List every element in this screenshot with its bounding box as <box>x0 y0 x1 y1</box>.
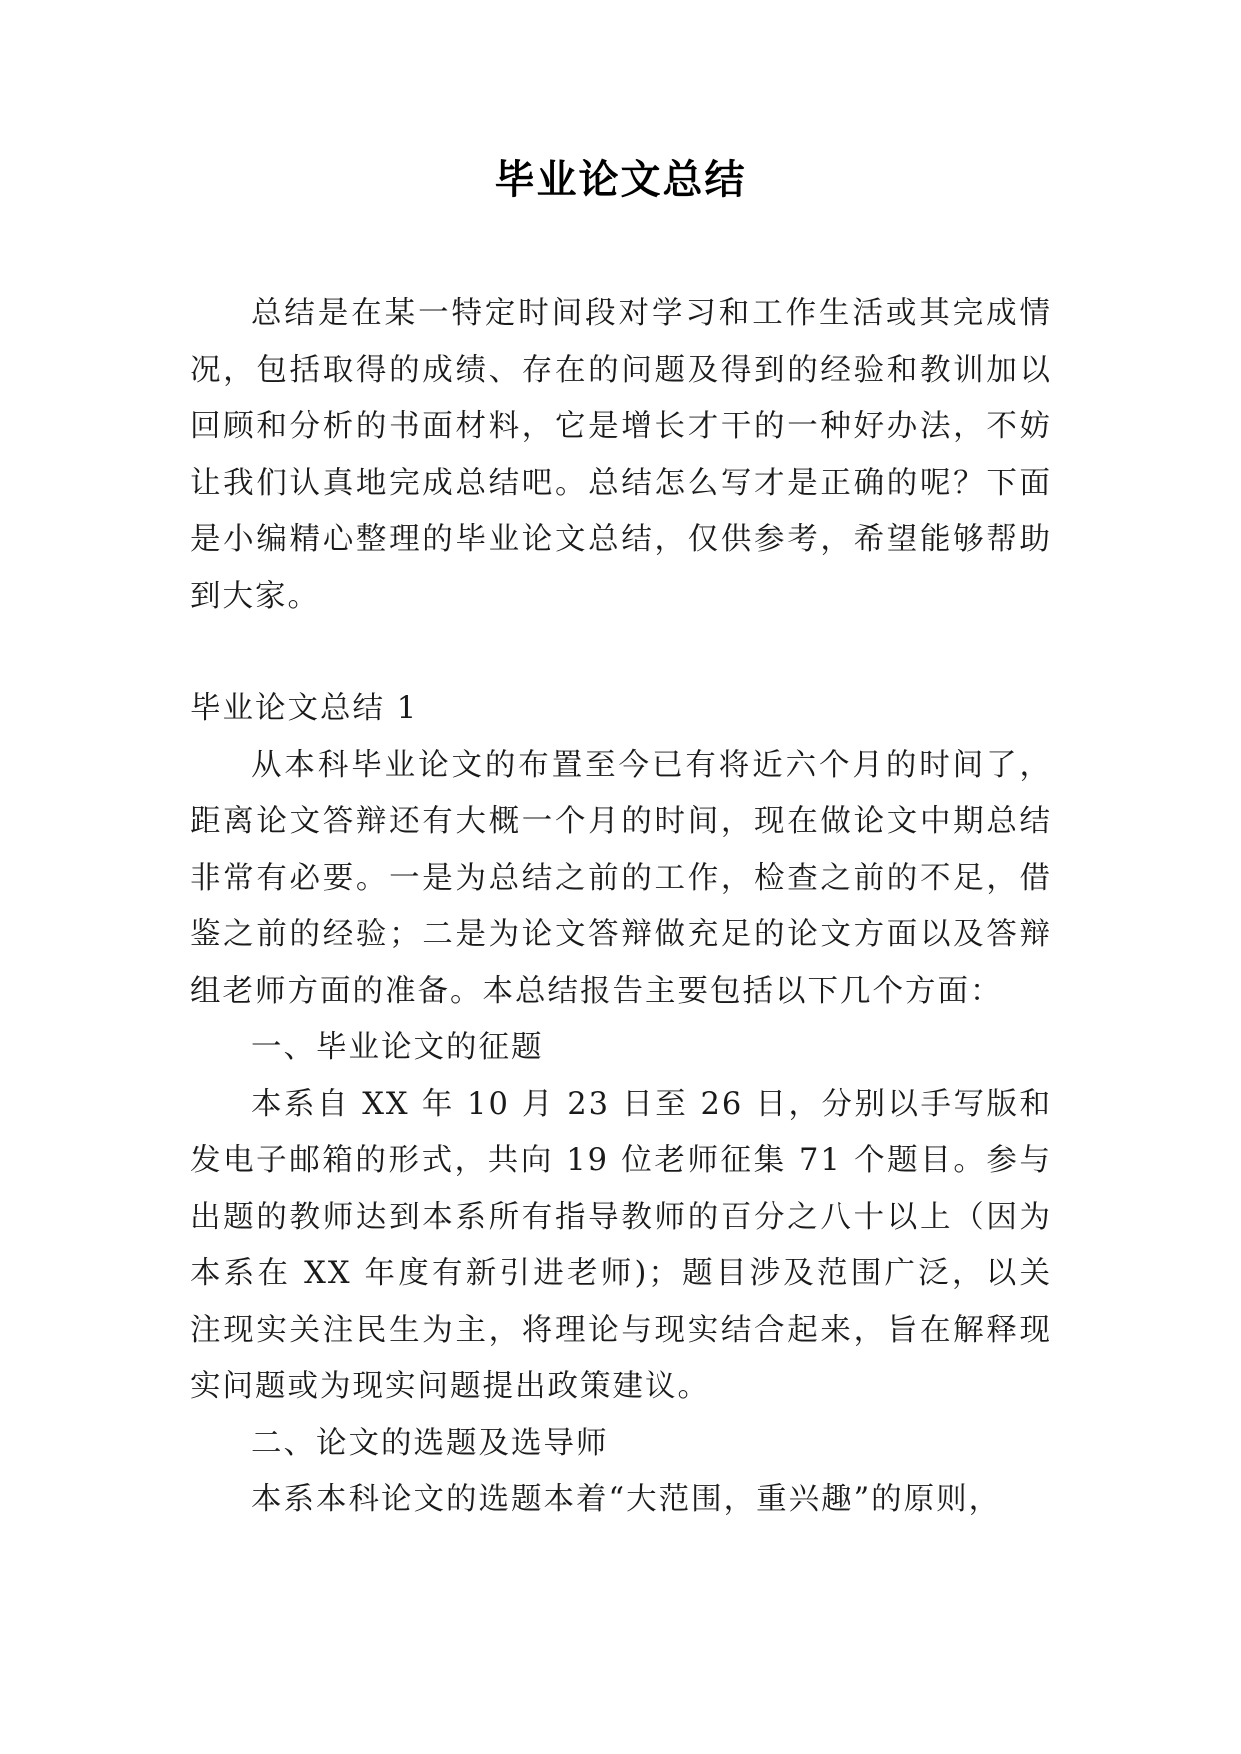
intro-paragraph: 总结是在某一特定时间段对学习和工作生活或其完成情况，包括取得的成绩、存在的问题及得到的经验和教训加以回顾和分析的书面材料，它是增长才干的一种好办法，不妨让我们认真地完成总结吧。总结怎么写才是正确的呢？下面是小编精心整理的毕业论文总结，仅供参考，希望能够帮助到大家。 <box>190 296 1052 614</box>
document-title: 毕业论文总结 <box>494 157 747 203</box>
section-paragraph-1: 从本科毕业论文的布置至今已有将近六个月的时间了，距离论文答辩还有大概一个月的时间，现在做论文中期总结非常有必要。一是为总结之前的工作，检查之前的不足，借鉴之前的经验；二是为论文答辩做充足的论文方面以及答辩组老师方面的准备。本总结报告主要包括以下几个方面： <box>190 747 1052 1009</box>
section-spacer <box>190 625 1052 681</box>
subheading-topic-selection: 二、论文的选题及选导师 <box>251 1425 609 1461</box>
section-paragraph-3: 本系本科论文的选题本着“大范围，重兴趣”的原则， <box>251 1482 1002 1517</box>
section-heading: 毕业论文总结 1 <box>190 691 419 726</box>
subheading-topic-collection: 一、毕业论文的征题 <box>251 1030 544 1065</box>
document-body <box>190 286 1052 1529</box>
section-paragraph-2: 本系自 XX 年 10 月 23 日至 26 日，分别以手写版和发电子邮箱的形式，共向 19 位老师征集 71 个题目。参与出题的教师达到本系所有指导教师的百分之八十以上（因为本系在 XX 年度有新引进老师)；题目涉及范围广泛，以关注现实关注民生为主，将理论与现实结合起来，旨在解释现实问题或为现实问题提出政策建议。 <box>190 1086 1052 1404</box>
